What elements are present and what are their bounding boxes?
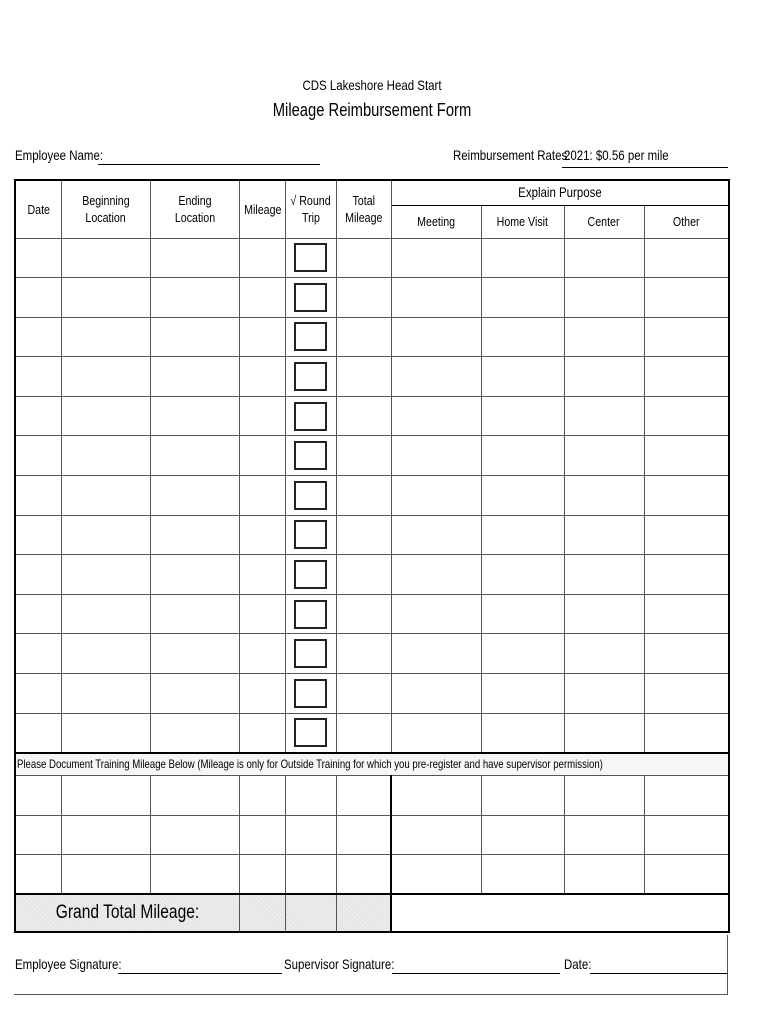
grand-total-row: [15, 894, 729, 932]
cell-ending-location[interactable]: [150, 476, 239, 516]
column-total-mileage-label-1: Total: [352, 193, 375, 209]
training-cell-mileage[interactable]: [239, 776, 285, 816]
cell-round-trip: [285, 713, 336, 753]
column-other: [644, 205, 729, 238]
cell-other[interactable]: [644, 396, 729, 436]
cell-center[interactable]: [564, 238, 644, 278]
column-home-visit-label: Home Visit: [496, 214, 549, 229]
cell-date[interactable]: [15, 238, 61, 278]
cell-round-trip: [285, 396, 336, 436]
cell-total-mileage[interactable]: [336, 476, 391, 516]
round-trip-checkbox[interactable]: [294, 679, 327, 708]
cell-round-trip: [285, 238, 336, 278]
cell-center[interactable]: [564, 555, 644, 595]
cell-center[interactable]: [564, 713, 644, 753]
cell-beginning-location[interactable]: [61, 317, 150, 357]
training-cell-center[interactable]: [564, 776, 644, 816]
grand-total-label: Grand Total Mileage:: [55, 902, 199, 924]
cell-home-visit[interactable]: [481, 555, 564, 595]
training-cell-mileage[interactable]: [239, 815, 285, 855]
cell-home-visit[interactable]: [481, 317, 564, 357]
column-beginning-location: [61, 180, 150, 238]
cell-home-visit[interactable]: [481, 515, 564, 555]
cell-mileage[interactable]: [239, 634, 285, 674]
cell-date[interactable]: [15, 476, 61, 516]
cell-ending-location[interactable]: [150, 713, 239, 753]
training-cell-mileage[interactable]: [239, 855, 285, 895]
supervisor-signature-label: [284, 956, 419, 972]
cell-round-trip: [285, 555, 336, 595]
cell-total-mileage[interactable]: [336, 396, 391, 436]
cell-center[interactable]: [564, 317, 644, 357]
cell-meeting[interactable]: [391, 238, 481, 278]
cell-center[interactable]: [564, 278, 644, 318]
cell-other[interactable]: [644, 357, 729, 397]
training-row: [15, 855, 729, 895]
column-round-trip: [285, 180, 336, 238]
training-cell-beginning-location[interactable]: [61, 855, 150, 895]
training-cell-beginning-location[interactable]: [61, 776, 150, 816]
cell-home-visit[interactable]: [481, 396, 564, 436]
cell-meeting[interactable]: [391, 476, 481, 516]
cell-beginning-location[interactable]: [61, 436, 150, 476]
column-meeting: [391, 205, 481, 238]
cell-total-mileage[interactable]: [336, 515, 391, 555]
form-title: Mileage Reimbursement Form: [272, 100, 472, 120]
cell-date[interactable]: [15, 396, 61, 436]
column-date: [15, 180, 61, 238]
cell-total-mileage[interactable]: [336, 713, 391, 753]
training-cell-other[interactable]: [644, 776, 729, 816]
cell-beginning-location[interactable]: [61, 278, 150, 318]
cell-center[interactable]: [564, 396, 644, 436]
cell-other[interactable]: [644, 674, 729, 714]
cell-round-trip: [285, 357, 336, 397]
cell-meeting[interactable]: [391, 515, 481, 555]
cell-date[interactable]: [15, 436, 61, 476]
cell-home-visit[interactable]: [481, 278, 564, 318]
cell-meeting[interactable]: [391, 674, 481, 714]
column-group-explain-purpose-label: Explain Purpose: [517, 184, 602, 201]
round-trip-checkbox[interactable]: [294, 362, 327, 391]
cell-ending-location[interactable]: [150, 357, 239, 397]
cell-date[interactable]: [15, 674, 61, 714]
cell-total-mileage[interactable]: [336, 238, 391, 278]
training-cell-other[interactable]: [644, 855, 729, 895]
cell-round-trip: [285, 317, 336, 357]
reimbursement-rates-underline: [562, 167, 728, 168]
column-date-label: Date: [26, 201, 50, 217]
cell-other[interactable]: [644, 634, 729, 674]
cell-meeting[interactable]: [391, 594, 481, 634]
table-row: [15, 515, 729, 555]
round-trip-checkbox[interactable]: [294, 718, 327, 747]
cell-center[interactable]: [564, 436, 644, 476]
cell-date[interactable]: [15, 594, 61, 634]
training-cell-total-mileage[interactable]: [336, 815, 391, 855]
cell-ending-location[interactable]: [150, 396, 239, 436]
cell-meeting[interactable]: [391, 555, 481, 595]
column-center: [564, 205, 644, 238]
cell-mileage[interactable]: [239, 317, 285, 357]
cell-ending-location[interactable]: [150, 238, 239, 278]
training-section: [15, 753, 729, 776]
training-cell-beginning-location[interactable]: [61, 815, 150, 855]
column-ending-location-label: Ending Location: [174, 193, 215, 226]
cell-beginning-location[interactable]: [61, 515, 150, 555]
cell-round-trip: [285, 436, 336, 476]
cell-date[interactable]: [15, 278, 61, 318]
reimbursement-rates-value: [564, 147, 692, 163]
cell-meeting[interactable]: [391, 436, 481, 476]
cell-meeting[interactable]: [391, 357, 481, 397]
cell-home-visit[interactable]: [481, 634, 564, 674]
cell-home-visit[interactable]: [481, 357, 564, 397]
cell-other[interactable]: [644, 278, 729, 318]
cell-beginning-location[interactable]: [61, 396, 150, 436]
training-cell-meeting[interactable]: [391, 855, 481, 895]
table-row: [15, 278, 729, 318]
cell-home-visit[interactable]: [481, 238, 564, 278]
training-cell-center[interactable]: [564, 815, 644, 855]
cell-center[interactable]: [564, 674, 644, 714]
training-cell-home-visit[interactable]: [481, 776, 564, 816]
training-cell-other[interactable]: [644, 815, 729, 855]
date-signature-field[interactable]: [590, 973, 728, 974]
employee-signature-label-text: Employee Signature:: [15, 956, 122, 972]
cell-mileage[interactable]: [239, 713, 285, 753]
round-trip-checkbox[interactable]: [294, 520, 327, 549]
cell-meeting[interactable]: [391, 634, 481, 674]
cell-meeting[interactable]: [391, 278, 481, 318]
column-mileage: [239, 180, 285, 238]
training-note-text: Please Document Training Mileage Below (Mileage is only for Outside Training for which you pre-register and have supervisor permission): [17, 757, 603, 772]
cell-other[interactable]: [644, 317, 729, 357]
cell-round-trip: [285, 594, 336, 634]
cell-round-trip: [285, 278, 336, 318]
cell-date[interactable]: [15, 634, 61, 674]
cell-beginning-location[interactable]: [61, 555, 150, 595]
cell-total-mileage[interactable]: [336, 357, 391, 397]
cell-ending-location[interactable]: [150, 674, 239, 714]
cell-center[interactable]: [564, 594, 644, 634]
cell-ending-location[interactable]: [150, 594, 239, 634]
column-ending-location: [150, 180, 239, 238]
reimbursement-rates-label-text: Reimbursement Rates:: [453, 147, 571, 163]
round-trip-checkbox[interactable]: [294, 600, 327, 629]
cell-mileage[interactable]: [239, 476, 285, 516]
cell-mileage[interactable]: [239, 515, 285, 555]
entry-rows: [15, 238, 729, 753]
cell-round-trip: [285, 634, 336, 674]
training-rows: [15, 776, 729, 895]
cell-round-trip: [285, 476, 336, 516]
cell-home-visit[interactable]: [481, 476, 564, 516]
cell-other[interactable]: [644, 238, 729, 278]
table-row: [15, 476, 729, 516]
grand-total-total-mileage-cell[interactable]: [336, 894, 391, 932]
training-note: [15, 753, 729, 776]
cell-beginning-location[interactable]: [61, 238, 150, 278]
table-row: [15, 317, 729, 357]
column-beginning-location-label-2: Location: [85, 210, 126, 226]
organization-name: CDS Lakeshore Head Start: [302, 77, 442, 93]
training-cell-date[interactable]: [15, 855, 61, 895]
training-cell-meeting[interactable]: [391, 815, 481, 855]
employee-name-field[interactable]: [98, 164, 320, 165]
training-cell-total-mileage[interactable]: [336, 855, 391, 895]
cell-home-visit[interactable]: [481, 436, 564, 476]
cell-total-mileage[interactable]: [336, 436, 391, 476]
cell-other[interactable]: [644, 594, 729, 634]
cell-ending-location[interactable]: [150, 317, 239, 357]
column-other-label: Other: [672, 214, 700, 229]
cell-mileage[interactable]: [239, 594, 285, 634]
cell-date[interactable]: [15, 317, 61, 357]
cell-home-visit[interactable]: [481, 594, 564, 634]
cell-meeting[interactable]: [391, 317, 481, 357]
column-mileage-label: Mileage: [243, 201, 281, 217]
cell-beginning-location[interactable]: [61, 674, 150, 714]
cell-date[interactable]: [15, 515, 61, 555]
round-trip-checkbox[interactable]: [294, 639, 327, 668]
training-cell-total-mileage[interactable]: [336, 776, 391, 816]
round-trip-checkbox[interactable]: [294, 441, 327, 470]
round-trip-checkbox[interactable]: [294, 283, 327, 312]
training-note-row: [15, 753, 729, 776]
cell-mileage[interactable]: [239, 278, 285, 318]
training-cell-round-trip[interactable]: [285, 815, 336, 855]
table-row: [15, 634, 729, 674]
cell-meeting[interactable]: [391, 713, 481, 753]
round-trip-checkbox[interactable]: [294, 322, 327, 351]
table-row: [15, 594, 729, 634]
column-round-trip-label-1: √ Round: [290, 193, 331, 209]
table-row: [15, 713, 729, 753]
date-signature-label: [564, 956, 597, 972]
cell-meeting[interactable]: [391, 396, 481, 436]
table-row: [15, 357, 729, 397]
grand-total-purpose-cell: [391, 894, 729, 932]
cell-ending-location[interactable]: [150, 555, 239, 595]
training-row: [15, 815, 729, 855]
employee-signature-label: [15, 956, 145, 972]
training-cell-meeting[interactable]: [391, 776, 481, 816]
cell-round-trip: [285, 515, 336, 555]
cell-mileage[interactable]: [239, 674, 285, 714]
cell-other[interactable]: [644, 713, 729, 753]
cell-center[interactable]: [564, 476, 644, 516]
reimbursement-rates-value-text: 2021: $0.56 per mile: [564, 147, 669, 163]
table-row: [15, 396, 729, 436]
training-cell-home-visit[interactable]: [481, 815, 564, 855]
cell-beginning-location[interactable]: [61, 357, 150, 397]
cell-total-mileage[interactable]: [336, 317, 391, 357]
round-trip-checkbox[interactable]: [294, 481, 327, 510]
cell-center[interactable]: [564, 357, 644, 397]
cell-date[interactable]: [15, 357, 61, 397]
cell-mileage[interactable]: [239, 238, 285, 278]
training-cell-ending-location[interactable]: [150, 855, 239, 895]
cell-beginning-location[interactable]: [61, 634, 150, 674]
column-round-trip-label-2: Trip: [301, 210, 320, 226]
cell-date[interactable]: [15, 555, 61, 595]
cell-beginning-location[interactable]: [61, 594, 150, 634]
table-row: [15, 436, 729, 476]
supervisor-signature-label-text: Supervisor Signature:: [284, 956, 395, 972]
cell-other[interactable]: [644, 515, 729, 555]
mileage-table: [14, 179, 730, 933]
cell-total-mileage[interactable]: [336, 674, 391, 714]
cell-mileage[interactable]: [239, 436, 285, 476]
table-row: [15, 555, 729, 595]
training-cell-home-visit[interactable]: [481, 855, 564, 895]
cell-center[interactable]: [564, 634, 644, 674]
training-row: [15, 776, 729, 816]
column-home-visit: [481, 205, 564, 238]
table-row: [15, 674, 729, 714]
training-cell-date[interactable]: [15, 776, 61, 816]
table-row: [15, 238, 729, 278]
cell-mileage[interactable]: [239, 357, 285, 397]
cell-other[interactable]: [644, 476, 729, 516]
cell-mileage[interactable]: [239, 396, 285, 436]
cell-other[interactable]: [644, 555, 729, 595]
cell-other[interactable]: [644, 436, 729, 476]
supervisor-signature-field[interactable]: [392, 973, 560, 974]
cell-round-trip: [285, 674, 336, 714]
cell-center[interactable]: [564, 515, 644, 555]
date-signature-label-text: Date:: [564, 956, 592, 972]
grand-total-mileage-cell[interactable]: [239, 894, 285, 932]
training-cell-round-trip[interactable]: [285, 776, 336, 816]
round-trip-checkbox[interactable]: [294, 560, 327, 589]
round-trip-checkbox[interactable]: [294, 243, 327, 272]
round-trip-checkbox[interactable]: [294, 402, 327, 431]
cell-date[interactable]: [15, 713, 61, 753]
cell-ending-location[interactable]: [150, 278, 239, 318]
column-group-explain-purpose: [391, 180, 729, 205]
training-cell-center[interactable]: [564, 855, 644, 895]
grand-total-label-cell: [15, 894, 239, 932]
cell-total-mileage[interactable]: [336, 278, 391, 318]
cell-beginning-location[interactable]: [61, 713, 150, 753]
training-cell-ending-location[interactable]: [150, 776, 239, 816]
employee-signature-field[interactable]: [118, 973, 282, 974]
column-total-mileage-label-2: Mileage: [344, 210, 383, 226]
column-center-label: Center: [587, 214, 621, 229]
cell-ending-location[interactable]: [150, 436, 239, 476]
cell-home-visit[interactable]: [481, 713, 564, 753]
cell-total-mileage[interactable]: [336, 594, 391, 634]
employee-name-label: [15, 147, 122, 163]
column-meeting-label: Meeting: [417, 214, 455, 229]
cell-total-mileage[interactable]: [336, 555, 391, 595]
column-total-mileage: [336, 180, 391, 238]
training-cell-ending-location[interactable]: [150, 815, 239, 855]
cell-mileage[interactable]: [239, 555, 285, 595]
cell-ending-location[interactable]: [150, 515, 239, 555]
cell-beginning-location[interactable]: [61, 476, 150, 516]
employee-name-label-text: Employee Name:: [15, 147, 104, 163]
cell-ending-location[interactable]: [150, 634, 239, 674]
cell-total-mileage[interactable]: [336, 634, 391, 674]
training-cell-date[interactable]: [15, 815, 61, 855]
cell-home-visit[interactable]: [481, 674, 564, 714]
grand-total-round-trip-cell: [285, 894, 336, 932]
training-cell-round-trip[interactable]: [285, 855, 336, 895]
column-beginning-location-label-1: Beginning: [81, 193, 130, 209]
